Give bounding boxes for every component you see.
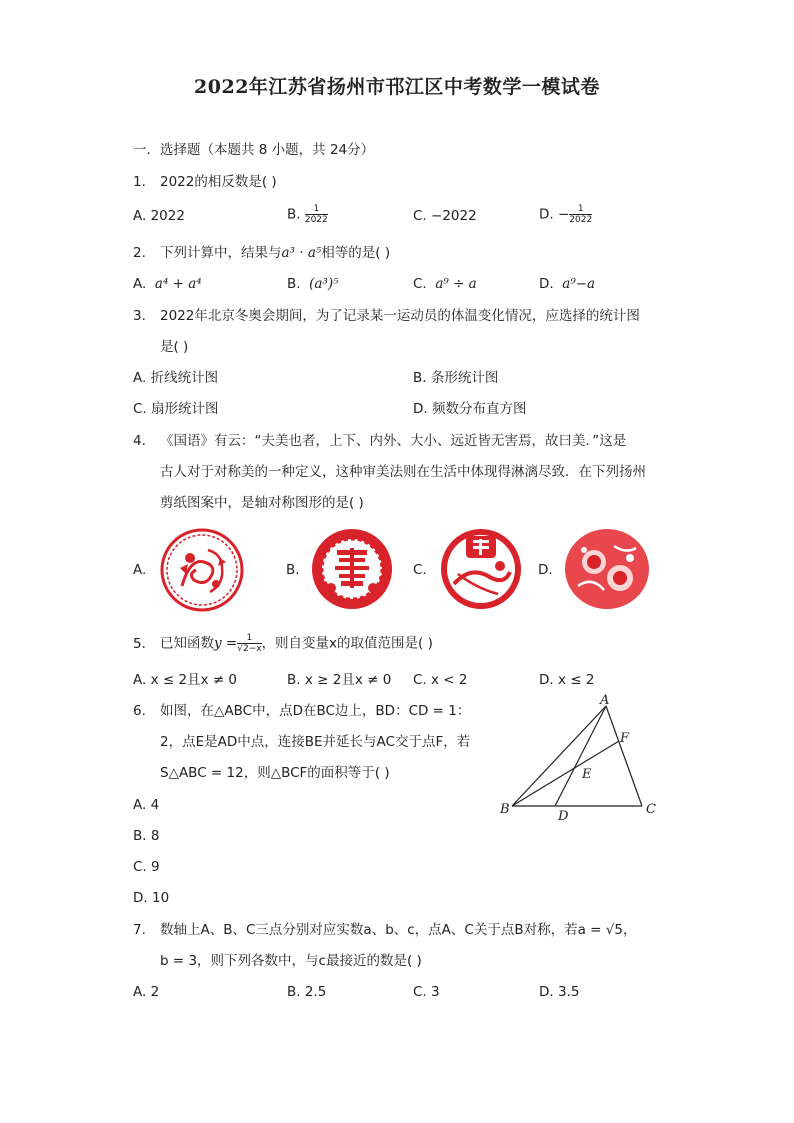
q1-b-denominator: 2022 [304,215,328,225]
label-c: C [646,802,656,817]
q2-d-label: D. [539,276,554,292]
q2-c-label: C. [413,276,427,292]
q6-text-line2: 2，点E是AD中点，连接BE并延长与AC交于点F，若 [160,734,471,750]
q5-number: 5. [133,636,146,652]
q5-denominator: √2−x [237,644,262,654]
q2-expression: a³ · a⁵ [281,245,322,261]
q3-number: 3. [133,308,146,324]
q6-number: 6. [133,703,146,719]
segment-bf [512,741,619,806]
q2-option-d [539,274,595,294]
q4-text-line2: 古人对于对称美的一种定义，这种审美法则在生活中体现得淋漓尽致．在下列扬州 [160,464,646,480]
papercut-c-image [440,528,522,610]
q2-option-c [413,274,477,294]
q7-number: 7. [133,922,146,938]
q5-text-pre: 已知函数 [160,635,214,652]
q6-text-line3: S△ABC = 12，则△BCF的面积等于( ) [160,765,390,781]
q5-option-b: B. x ≥ 2且x ≠ 0 [287,672,392,688]
label-e: E [582,767,592,782]
q1-number: 1. [133,174,146,190]
label-a: A [600,694,610,708]
label-b: B [500,802,510,817]
q7-option-b: B. 2.5 [287,984,327,1000]
page-title: 2022年江苏省扬州市邗江区中考数学一模试卷 [194,76,600,98]
q6-text-line1: 如图，在△ABC中，点D在BC边上，BD：CD = 1： [160,703,471,719]
q3-option-c: C. 扇形统计图 [133,401,219,417]
q7-option-a: A. 2 [133,984,160,1000]
q4-option-b: B. [286,562,300,578]
q5-option-d: D. x ≤ 2 [539,672,595,688]
q7-option-c: C. 3 [413,984,440,1000]
q6-option-d: D. 10 [133,890,170,906]
papercut-a-image [160,528,244,612]
q4-option-d: D. [538,562,553,578]
q2-text [160,243,390,263]
edge-ab [512,706,606,806]
q6-option-b: B. 8 [133,828,160,844]
q1-option-d-label: D. − [539,206,570,223]
q3-text-line1: 2022年北京冬奥会期间，为了记录某一运动员的体温变化情况，应选择的统计图 [160,308,640,324]
q2-a-expr: a⁴ + a⁴ [154,276,202,292]
q5-function-y: y = [214,635,238,652]
q4-option-c: C. [413,562,427,578]
q1-b-numerator: 1 [305,204,328,215]
q4-text-line3: 剪纸图案中，是轴对称图形的是( ) [160,495,364,511]
q1-option-c: C. −2022 [413,208,477,224]
q2-b-expr: (a³)⁵ [309,276,339,292]
segment-ad [555,706,606,806]
q1-option-a: A. 2022 [133,208,185,224]
q2-a-label: A. [133,276,147,292]
q4-option-a: A. [133,562,147,578]
q2-text-pre: 下列计算中，结果与 [160,245,282,261]
q2-text-post: 相等的是( ) [321,245,391,261]
papercut-b-image [311,528,393,610]
section-heading: 一．选择题（本题共 8 小题，共 24分） [133,142,375,158]
papercut-d-image [564,528,650,610]
q1-option-d [539,204,592,225]
label-f: F [620,731,630,746]
q5-numerator: 1 [237,633,261,644]
q5-option-c: C. x < 2 [413,672,468,688]
q2-d-expr: a⁹−a [562,276,596,292]
q3-option-a: A. 折线统计图 [133,370,219,386]
q7-text-line2: b = 3，则下列各数中，与c最接近的数是( ) [160,953,422,969]
q3-option-b: B. 条形统计图 [413,370,499,386]
q5-fraction [237,633,261,654]
q1-option-b-fraction [305,204,328,225]
q2-option-b [287,274,339,294]
q1-option-b [287,204,328,225]
q7-text-line1: 数轴上A、B、C三点分别对应实数a、b、c，点A、C关于点B对称，若a = √5， [160,922,637,938]
q5-text [160,633,433,654]
q6-option-a: A. 4 [133,797,160,813]
q1-text: 2022的相反数是( ) [160,174,277,190]
q1-option-b-label: B. [287,206,301,223]
q5-option-a: A. x ≤ 2且x ≠ 0 [133,672,238,688]
q2-b-label: B. [287,276,301,292]
q2-c-expr: a⁹ ÷ a [435,276,477,292]
q3-option-d: D. 频数分布直方图 [413,401,527,417]
q4-text-line1: 《国语》有云：“夫美也者，上下、内外、大小、远近皆无害焉，故曰美．”这是 [160,433,627,449]
q1-d-numerator: 1 [569,204,592,215]
q6-triangle-figure [494,694,666,824]
q3-text-line2: 是( ) [160,339,189,355]
q7-option-d: D. 3.5 [539,984,580,1000]
q1-option-d-fraction [569,204,592,225]
q1-d-denominator: 2022 [569,215,593,225]
edge-ac [606,706,642,806]
q2-option-a [133,274,202,294]
q4-number: 4. [133,433,146,449]
q6-option-c: C. 9 [133,859,160,875]
label-d: D [558,809,569,824]
q5-text-post: ，则自变量x的取值范围是( ) [261,635,433,652]
q2-number: 2. [133,245,146,261]
